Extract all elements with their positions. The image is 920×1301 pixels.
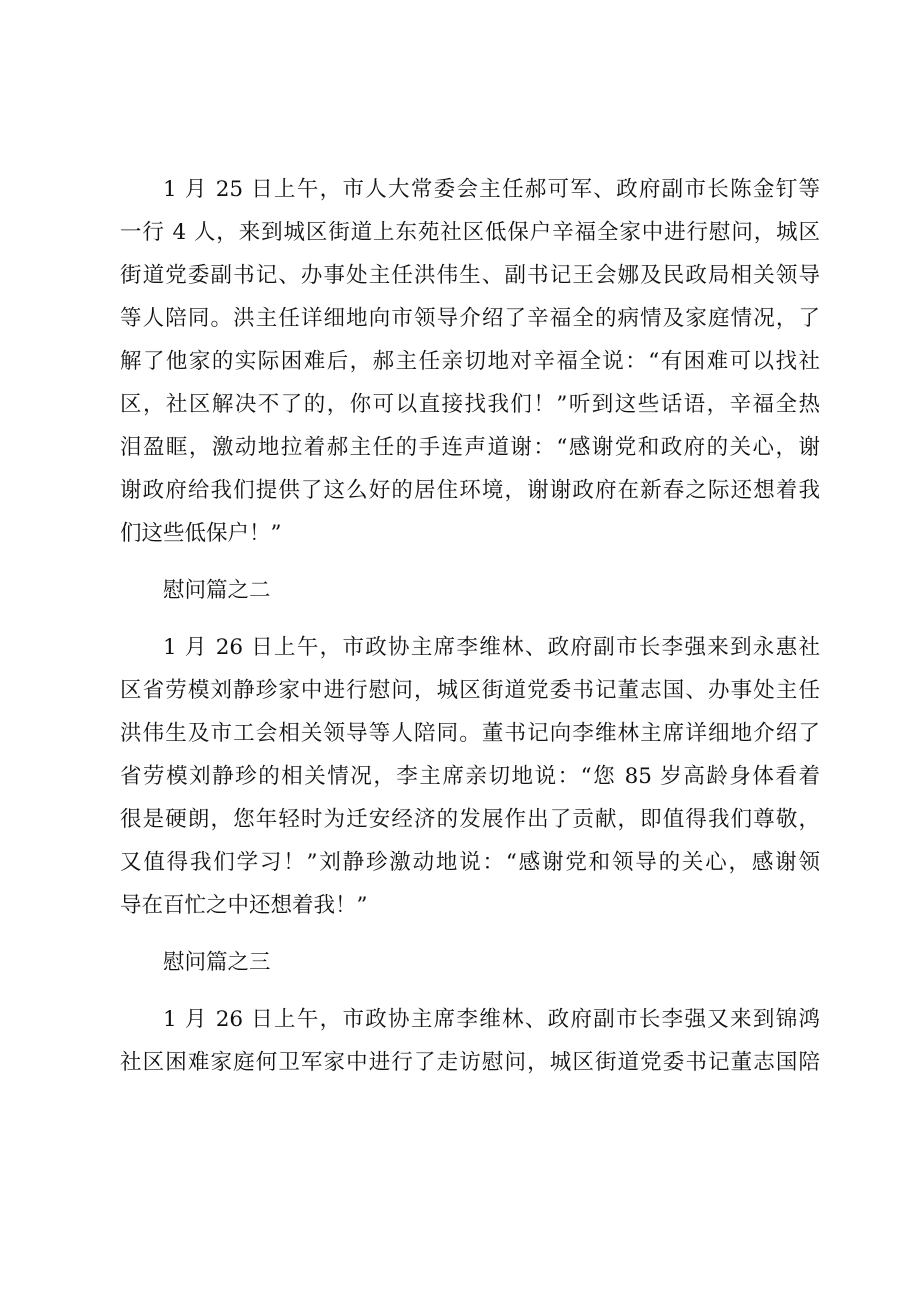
paragraph-visit-1 <box>120 168 820 555</box>
text-line: 街道党委副书记、办事处主任洪伟生、副书记王会娜及民政局相关领导 <box>120 263 820 288</box>
section-heading-3: 慰问篇之三 <box>163 950 271 975</box>
text-line: 等人陪同。洪主任详细地向市领导介绍了辛福全的病情及家庭情况，了 <box>120 306 820 331</box>
text-line: 一行 4 人，来到城区街道上东苑社区低保户辛福全家中进行慰问，城区 <box>120 220 820 245</box>
text-line: 1 月 26 日上午，市政协主席李维林、政府副市长李强又来到锦鸿 <box>163 1007 820 1032</box>
text-line: 们这些低保户！” <box>120 521 282 546</box>
text-line: 谢政府给我们提供了这么好的居住环境，谢谢政府在新春之际还想着我 <box>120 478 820 503</box>
text-line: 区，社区解决不了的，你可以直接找我们！”听到这些话语，辛福全热 <box>120 392 820 417</box>
text-line: 导在百忙之中还想着我！” <box>120 893 368 918</box>
paragraph-visit-2 <box>120 626 820 927</box>
document-page <box>120 168 820 1084</box>
text-line: 1 月 25 日上午，市人大常委会主任郝可军、政府副市长陈金钉等 <box>163 177 820 202</box>
text-line: 1 月 26 日上午，市政协主席李维林、政府副市长李强来到永惠社 <box>163 635 820 660</box>
text-line: 又值得我们学习！”刘静珍激动地说：“感谢党和领导的关心，感谢领 <box>120 850 820 875</box>
text-line: 解了他家的实际困难后，郝主任亲切地对辛福全说：“有困难可以找社 <box>120 349 820 374</box>
text-line: 很是硬朗，您年轻时为迁安经济的发展作出了贡献，即值得我们尊敬， <box>120 807 820 832</box>
section-heading-2: 慰问篇之二 <box>163 578 271 603</box>
text-line: 泪盈眶，激动地拉着郝主任的手连声道谢：“感谢党和政府的关心，谢 <box>120 435 820 460</box>
text-line: 社区困难家庭何卫军家中进行了走访慰问，城区街道党委书记董志国陪 <box>120 1050 820 1075</box>
text-line: 洪伟生及市工会相关领导等人陪同。董书记向李维林主席详细地介绍了 <box>120 721 820 746</box>
paragraph-visit-3 <box>120 998 820 1084</box>
text-line: 区省劳模刘静珍家中进行慰问，城区街道党委书记董志国、办事处主任 <box>120 678 820 703</box>
text-line: 省劳模刘静珍的相关情况，李主席亲切地说：“您 85 岁高龄身体看着 <box>120 764 820 789</box>
